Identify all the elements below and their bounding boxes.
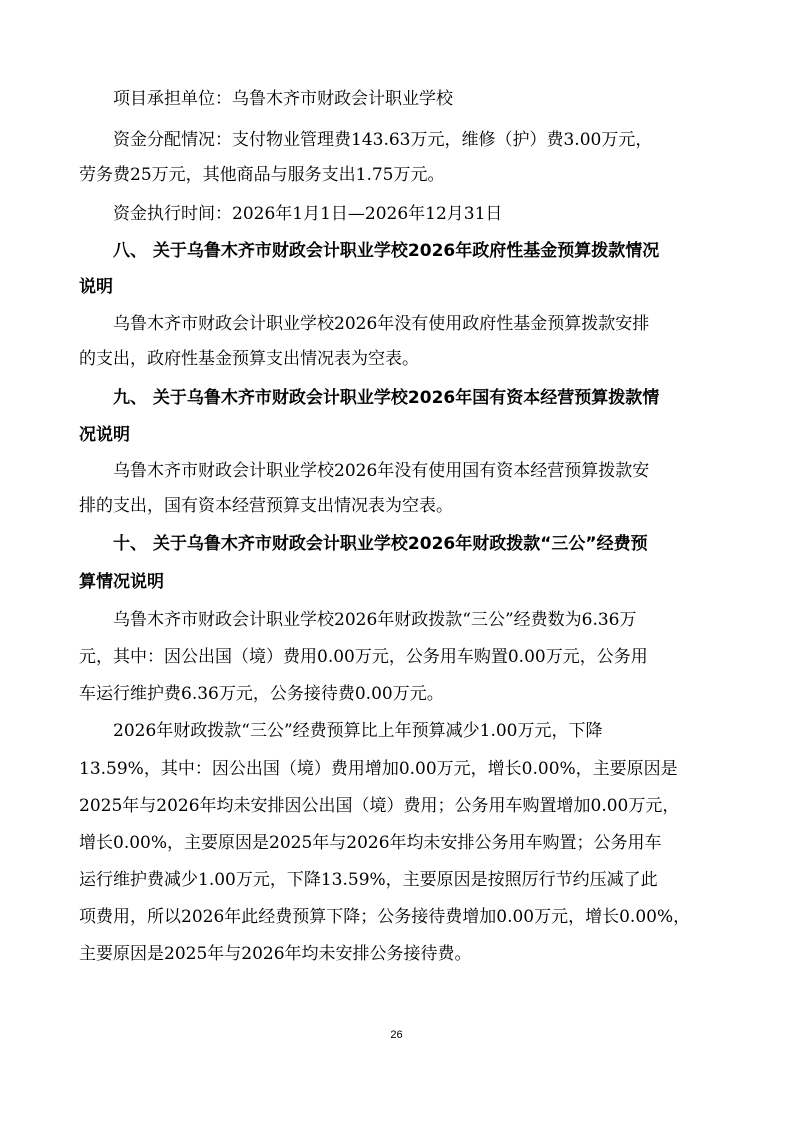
change-para-line-4: 增长0.00%，主要原因是2025年与2026年均未安排公务用车购置；公务用车 — [79, 833, 662, 853]
change-para-line-5: 运行维护费减少1.00万元，下降13.59%，主要原因是按照厉行节约压减了此 — [79, 870, 658, 890]
section-10-body-line-3: 车运行维护费6.36万元，公务接待费0.00万元。 — [79, 684, 444, 704]
section-8-heading-line-1: 八、 关于乌鲁木齐市财政会计职业学校2026年政府性基金预算拨款情况 — [113, 241, 660, 261]
section-8-heading-line-2: 说明 — [79, 277, 113, 297]
change-para-line-7: 主要原因是2025年与2026年均未安排公务接待费。 — [79, 944, 472, 964]
section-9-body-line-2: 排的支出，国有资本经营预算支出情况表为空表。 — [79, 496, 453, 516]
change-para-line-2: 13.59%，其中：因公出国（境）费用增加0.00万元，增长0.00%，主要原因是 — [79, 759, 678, 779]
page-number: 26 — [390, 1029, 403, 1041]
section-10-body-line-2: 元，其中：因公出国（境）费用0.00万元，公务用车购置0.00万元，公务用 — [79, 647, 648, 667]
fund-allocation-line-2: 劳务费25万元，其他商品与服务支出1.75万元。 — [79, 165, 445, 185]
project-unit-line: 项目承担单位：乌鲁木齐市财政会计职业学校 — [113, 89, 453, 109]
change-para-line-1: 2026年财政拨款“三公”经费预算比上年预算减少1.00万元，下降 — [113, 721, 603, 741]
section-10-heading-line-2: 算情况说明 — [79, 572, 164, 592]
change-para-line-3: 2025年与2026年均未安排因公出国（境）费用；公务用车购置增加0.00万元， — [79, 796, 680, 816]
section-9-body-line-1: 乌鲁木齐市财政会计职业学校2026年没有使用国有资本经营预算拨款安 — [113, 461, 650, 481]
change-para-line-6: 项费用，所以2026年此经费预算下降；公务接待费增加0.00万元，增长0.00%， — [79, 907, 691, 927]
section-8-body-line-1: 乌鲁木齐市财政会计职业学校2026年没有使用政府性基金预算拨款安排 — [113, 314, 650, 334]
section-9-heading-line-2: 况说明 — [79, 425, 130, 445]
section-10-heading-line-1: 十、 关于乌鲁木齐市财政会计职业学校2026年财政拨款“三公”经费预 — [113, 534, 648, 554]
section-9-heading-line-1: 九、 关于乌鲁木齐市财政会计职业学校2026年国有资本经营预算拨款情 — [113, 388, 660, 408]
fund-allocation-line-1: 资金分配情况：支付物业管理费143.63万元，维修（护）费3.00万元， — [113, 130, 653, 150]
section-8-body-line-2: 的支出，政府性基金预算支出情况表为空表。 — [79, 349, 419, 369]
fund-execution-time-line: 资金执行时间：2026年1月1日—2026年12月31日 — [113, 204, 503, 224]
section-10-body-line-1: 乌鲁木齐市财政会计职业学校2026年财政拨款“三公”经费数为6.36万 — [113, 610, 637, 630]
